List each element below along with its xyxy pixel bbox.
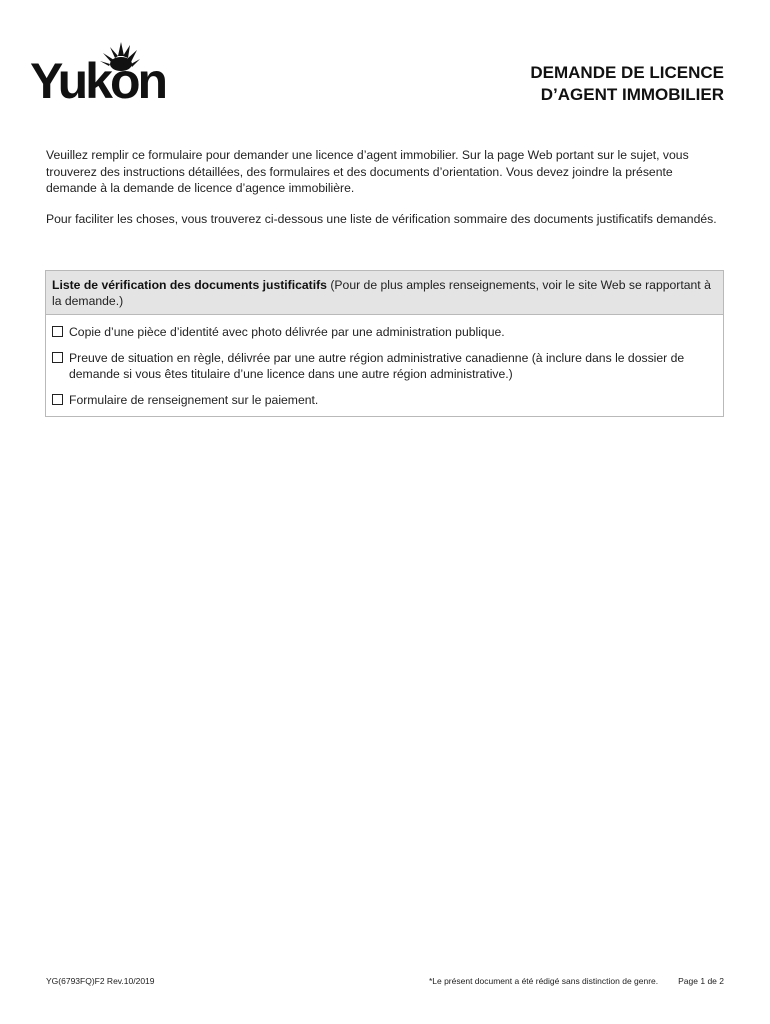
yukon-logo	[30, 40, 170, 102]
supporting-documents-checklist	[45, 270, 724, 417]
gender-note: *Le présent document a été rédigé sans distinction de genre.	[428, 976, 659, 986]
checklist-heading: Liste de vérification des documents justificatifs	[52, 278, 327, 292]
page-footer	[46, 976, 724, 986]
checklist-item-label: Copie d’une pièce d’identité avec photo délivrée par une administration publique.	[69, 325, 505, 339]
checklist-item-good-standing	[52, 350, 717, 382]
logo-wordmark: Yukon	[30, 53, 166, 102]
checklist-header	[46, 271, 723, 315]
intro-paragraph-2: Pour faciliter les choses, vous trouverez ci-dessous une liste de vérification sommaire des documents justificatifs demandés.	[46, 211, 717, 226]
intro-text	[46, 147, 726, 241]
form-code: YG(6793FQ)F2 Rev.10/2019	[46, 976, 155, 986]
payment-form-checkbox[interactable]	[52, 394, 63, 405]
checklist-item-payment-form	[52, 392, 717, 408]
form-title	[530, 62, 724, 106]
checklist-items	[46, 315, 723, 416]
title-line-1: DEMANDE DE LICENCE	[530, 63, 724, 82]
checklist-item-label: Formulaire de renseignement sur le paiement.	[69, 393, 319, 407]
checklist-item-label: Preuve de situation en règle, délivrée par une autre région administrative canadienne (à inclure dans le dossier de demande si vous êtes titulaire d’une licence dans une autre région administrative.)	[69, 351, 685, 381]
checklist-heading-note: (Pour de plus amples renseignements, voir le site Web se rapportant à la demande.)	[52, 278, 711, 308]
title-line-2: D’AGENT IMMOBILIER	[540, 85, 724, 104]
photo-id-checkbox[interactable]	[52, 326, 63, 337]
intro-paragraph-1: Veuillez remplir ce formulaire pour demander une licence d’agent immobilier. Sur la page Web portant sur le sujet, vous trouverez des instructions détaillées, des formulaires et des documents d’orientation. Vous devez joindre la présente demande à la demande de licence d’agence immobilière.	[46, 148, 689, 195]
page-number: Page 1 de 2	[678, 976, 724, 986]
checklist-item-photo-id	[52, 324, 717, 340]
good-standing-checkbox[interactable]	[52, 352, 63, 363]
